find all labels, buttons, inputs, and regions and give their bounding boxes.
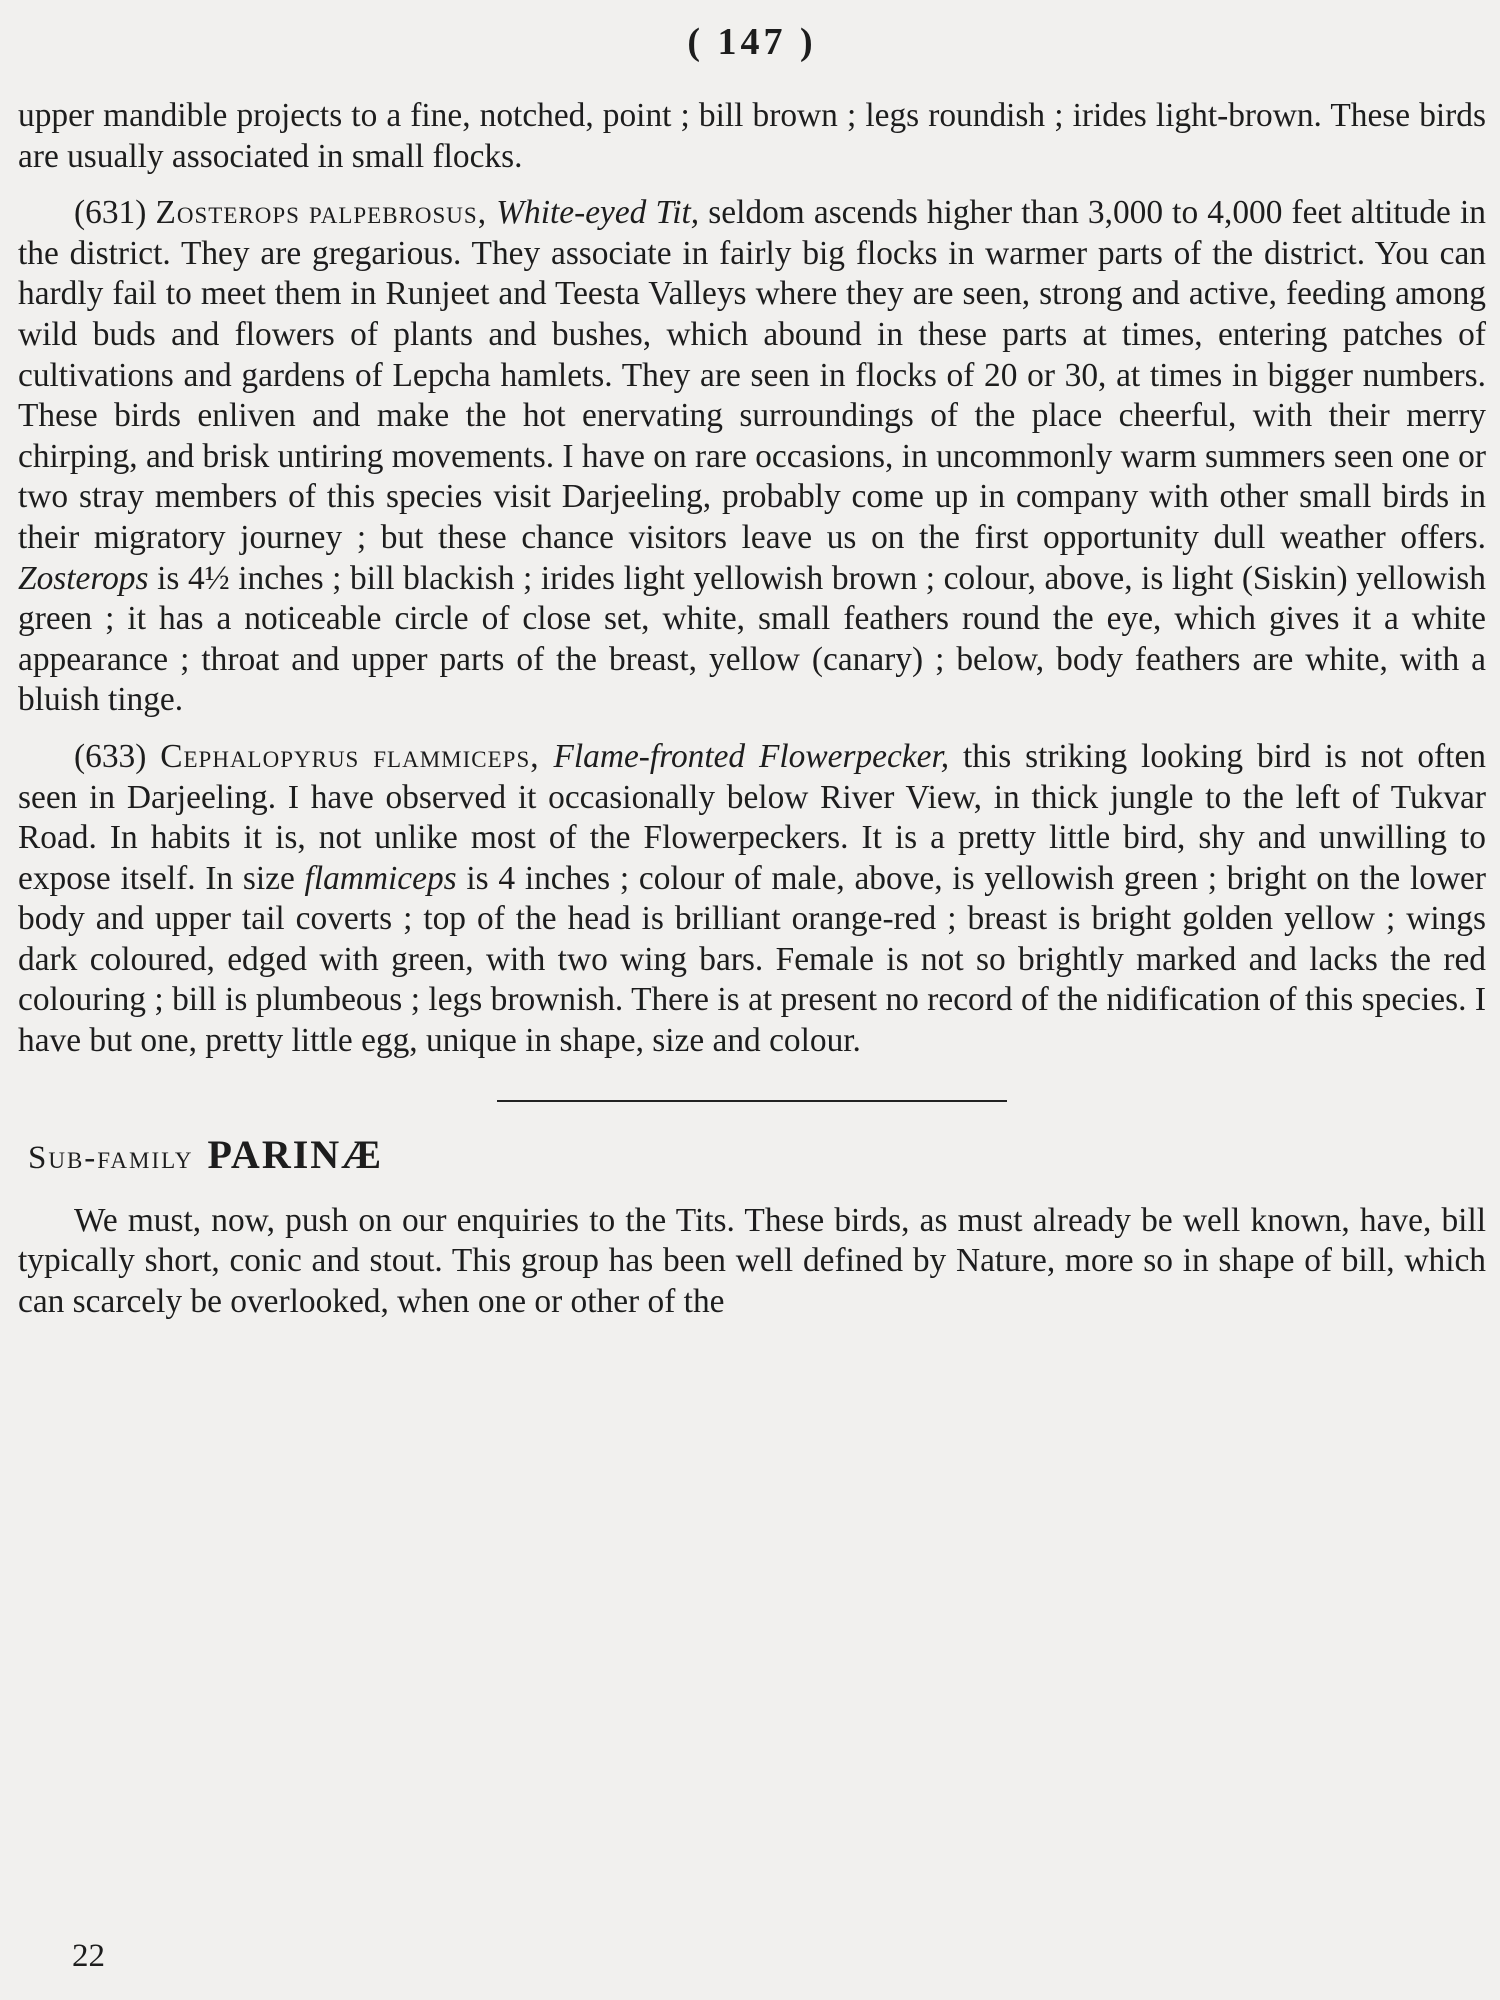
genus-name: Zosterops <box>155 194 300 232</box>
italic-name: flammiceps <box>304 859 457 897</box>
paragraph-text: is 4 inches ; colour of male, above, is yellowish green ; bright on the lower body and upper tail coverts ; top of the head is brilliant orange-red ; breast is bright golden yellow ; wings dark coloured, edged with green, with two wing bars. Female is not so brightly marked and lacks the red colouring ; bill is plumbeous ; legs brownish. There is at present no record of the nidification of this species. I have but one, pretty little egg, unique in shape, size and colour. <box>18 859 1486 1060</box>
genus-name: Cephalopyrus <box>160 737 360 775</box>
paragraph-text: this striking looking bird is not often seen in Darjeeling. I have observed it occasionally below River View, in thick jungle to the left of Tukvar Road. In habits it is, not unlike most of the Flowerpeckers. It is a pretty little bird, shy and unwilling to expose itself. In size <box>18 737 1486 897</box>
paragraph-zosterops <box>18 193 1486 721</box>
paragraph-text: We must, now, push on our enquiries to the Tits. These birds, as must already be well known, have, bill typically short, conic and stout. This group has been well defined by Nature, more so in shape of bill, which can scarcely be overlooked, when one or other of the <box>18 1201 1486 1320</box>
paragraph-cephalopyrus <box>18 737 1486 1062</box>
paragraph-continuation <box>18 96 1486 177</box>
species-name: palpebrosus, <box>309 194 488 232</box>
common-name: White-eyed Tit, <box>496 194 700 232</box>
species-name: flammiceps, <box>373 737 540 775</box>
paragraph-text: is 4½ inches ; bill blackish ; irides light yellowish brown ; colour, above, is light (Siskin) yellowish green ; it has a noticeable circle of close set, white, small feathers round the eye, which gives it a white appearance ; throat and upper parts of the breast, yellow (canary) ; below, body feathers are white, with a bluish tinge. <box>18 559 1486 719</box>
signature-mark: 22 <box>72 1938 105 1974</box>
paragraph-tits <box>18 1201 1486 1323</box>
species-number: (633) <box>74 737 147 775</box>
italic-name: Zosterops <box>18 559 149 597</box>
paragraph-text: seldom ascends higher than 3,000 to 4,000 feet altitude in the district. They are gregarious. They associate in fairly big flocks in warmer parts of the district. You can hardly fail to meet them in Runjeet and Teesta Valleys where they are seen, strong and active, feeding among wild buds and flowers of plants and bushes, which abound in these parts at times, entering patches of cultivations and gardens of Lepcha hamlets. They are seen in flocks of 20 or 30, at times in bigger numbers. These birds enliven and make the hot enervating surroundings of the place cheerful, with their merry chirping, and brisk untiring movements. I have on rare occasions, in uncommonly warm summers seen one or two stray members of this species visit Darjeeling, probably come up in company with other small birds in their migratory journey ; but these chance visitors leave us on the first opportunity dull weather offers. <box>18 194 1486 556</box>
subfamily-name: PARINÆ <box>207 1131 384 1177</box>
paragraph-text: upper mandible projects to a fine, notched, point ; bill brown ; legs roundish ; irides light-brown. These birds are usually associated in small flocks. <box>18 97 1486 175</box>
section-divider <box>497 1100 1007 1102</box>
subfamily-heading <box>28 1131 1486 1179</box>
common-name: Flame-fronted Flowerpecker, <box>553 737 950 775</box>
subfamily-label: Sub-family <box>28 1139 194 1176</box>
species-number: (631) <box>74 194 147 232</box>
page-number: ( 147 ) <box>687 21 817 63</box>
